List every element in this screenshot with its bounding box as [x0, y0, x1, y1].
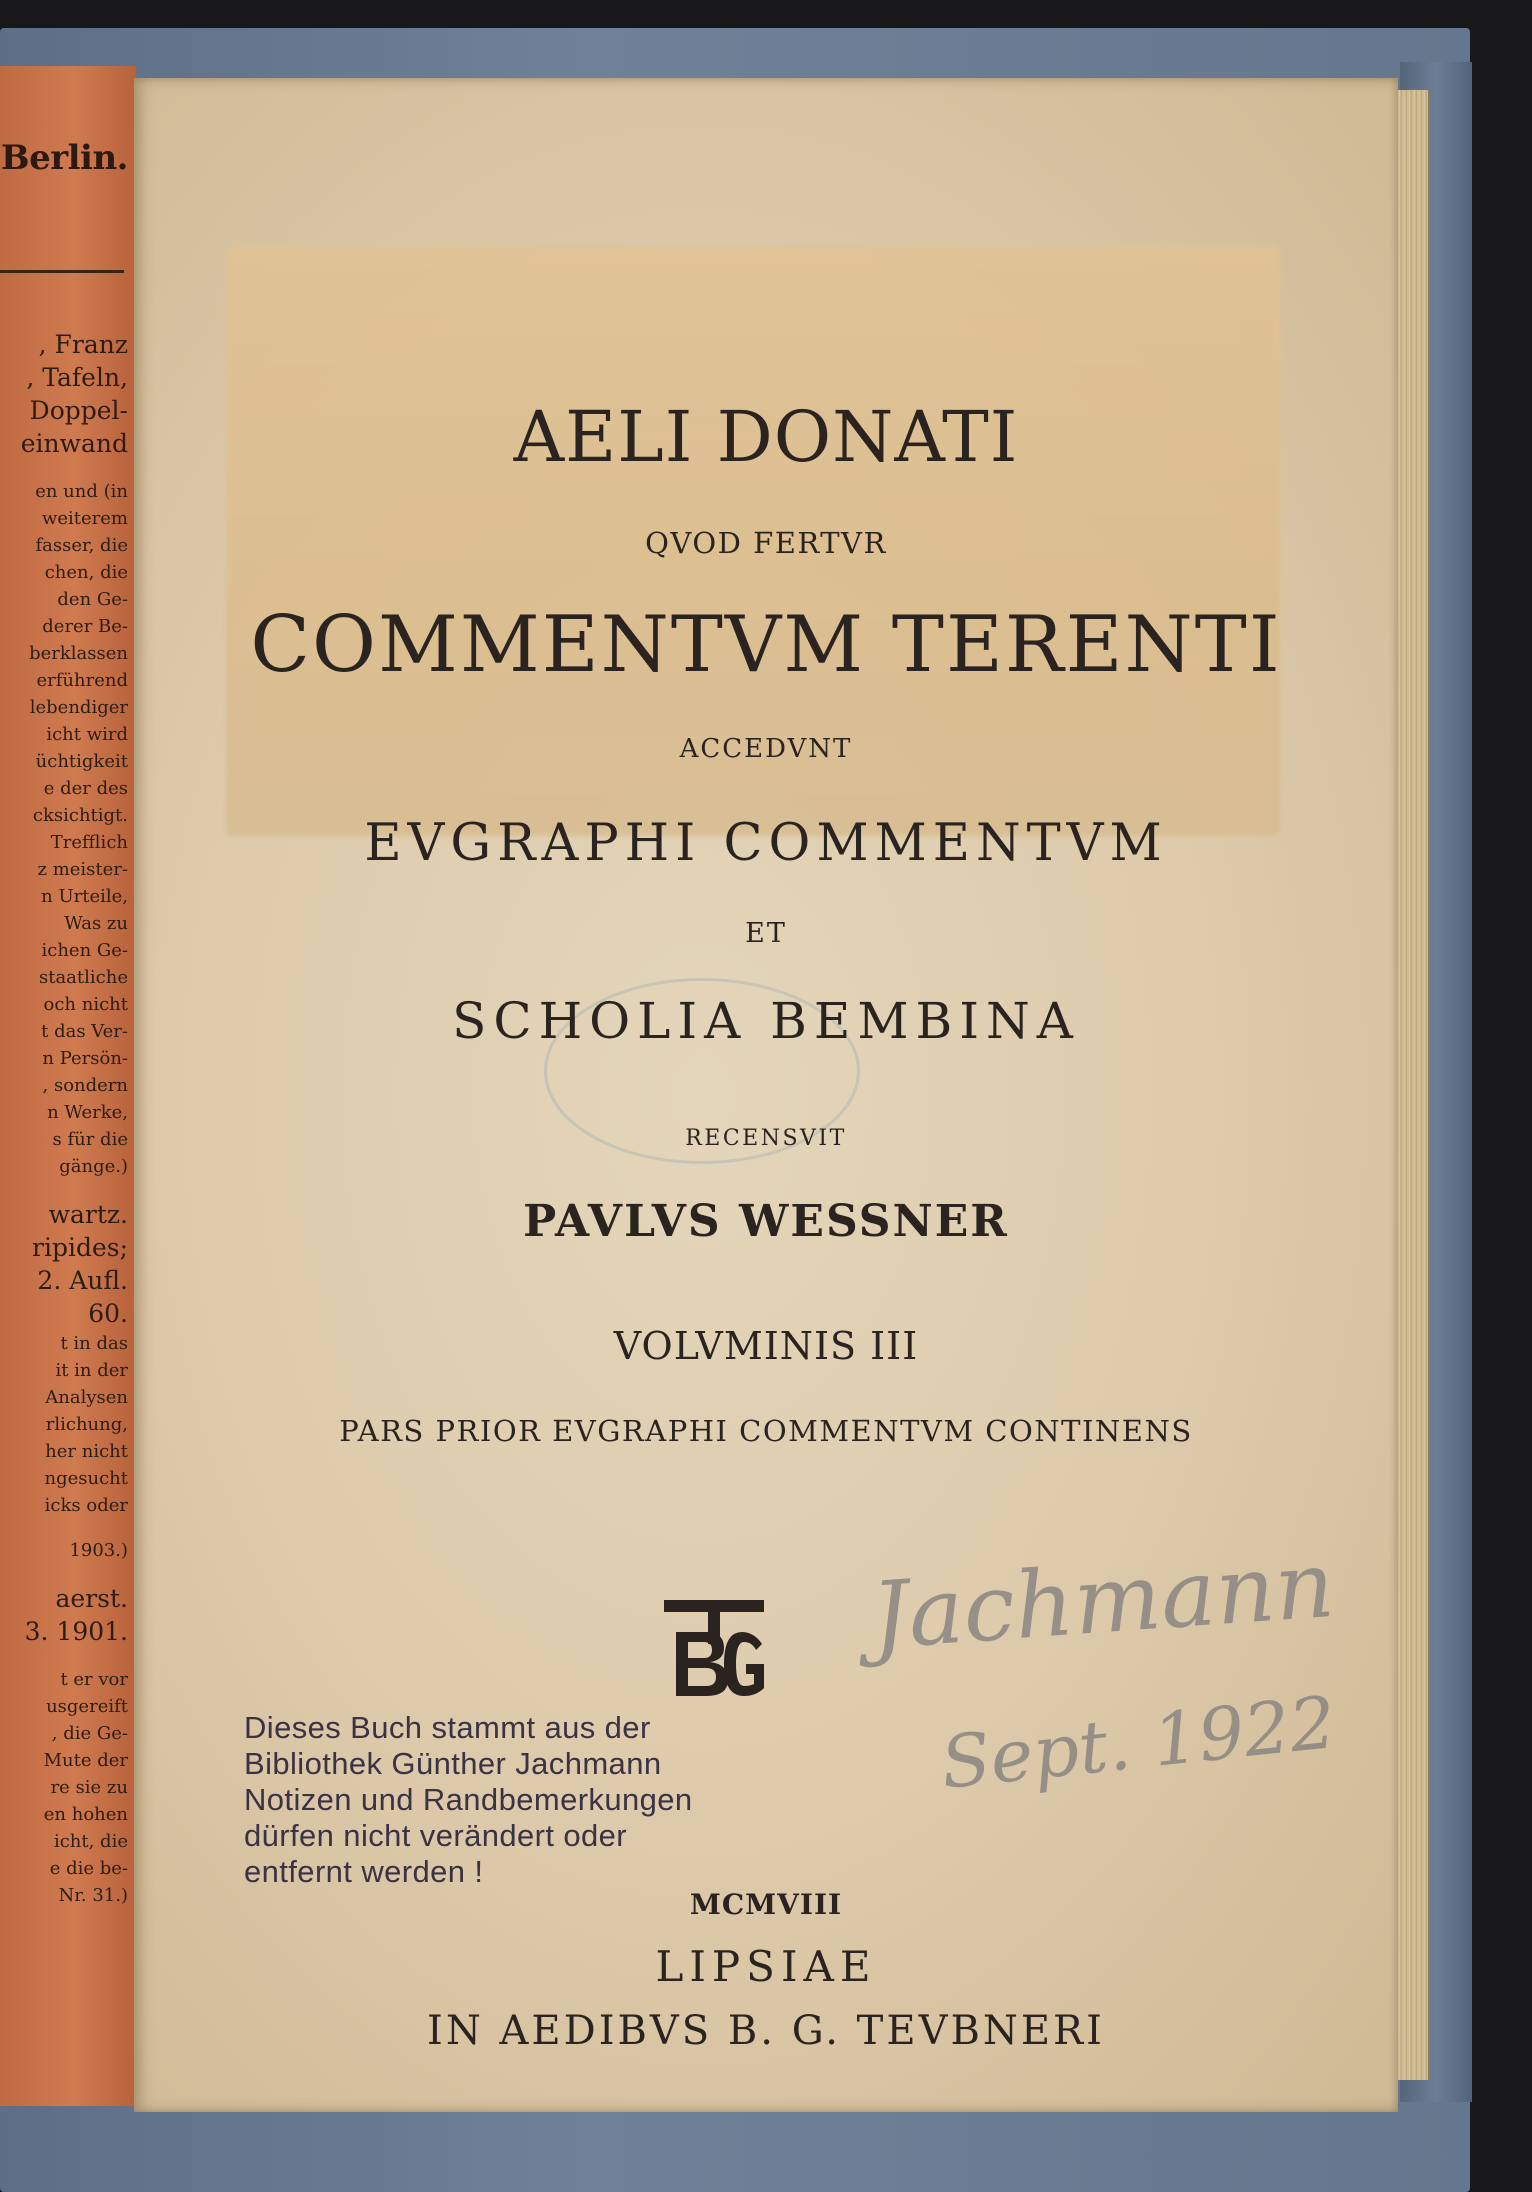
endpaper-line: 2. Aufl. [37, 1266, 128, 1295]
endpaper-line: n Persön- [42, 1048, 128, 1069]
publisher: IN AEDIBVS B. G. TEVBNERI [427, 2008, 1105, 2054]
endpaper-line: t in das [60, 1333, 128, 1354]
endpaper-line: her nicht [45, 1441, 128, 1462]
endpaper-line: icht wird [46, 724, 128, 745]
endpaper-line [0, 1519, 128, 1537]
endpaper-line: Doppel- [29, 396, 128, 425]
endpaper-line: staatliche [38, 967, 128, 988]
endpaper-line: , Tafeln, [26, 363, 128, 392]
endpaper-line: Mute der [43, 1750, 128, 1771]
endpaper-line: fasser, die [35, 535, 128, 556]
endpaper-line [0, 460, 128, 478]
endpaper-line: rlichung, [45, 1414, 128, 1435]
endpaper-line: , sondern [42, 1075, 128, 1096]
handwritten-signature [854, 1498, 1374, 1818]
endpaper-line: chen, die [44, 562, 128, 583]
endpaper-line: einwand [20, 429, 128, 458]
endpaper-line: icks oder [44, 1495, 128, 1516]
endpaper-line: it in der [55, 1360, 128, 1381]
endpaper-line: lebendiger [29, 697, 128, 718]
ownership-stamp [244, 1710, 804, 1890]
endpaper-line: den Ge- [57, 589, 128, 610]
signature-date: Sept. 1922 [936, 1679, 1340, 1805]
endpaper-line: aerst. [55, 1584, 128, 1613]
endpaper-line: och nicht [43, 994, 128, 1015]
endpaper-line: weiterem [41, 508, 128, 529]
stamp-line: Dieses Buch stammt aus der [244, 1710, 651, 1745]
stamp-line: entfernt werden ! [244, 1854, 484, 1889]
endpaper-line: berklassen [29, 643, 128, 664]
publication-year: MCMVIII [689, 1888, 843, 1921]
endpaper-line: ngesucht [44, 1468, 128, 1489]
endpaper-line [0, 1180, 128, 1198]
endpaper-line [0, 1564, 128, 1582]
editor-name: PAVLVS WESSNER [523, 1196, 1009, 1247]
part-description: PARS PRIOR EVGRAPHI COMMENTVM CONTINENS [339, 1414, 1193, 1448]
endpaper-line: en und (in [35, 481, 128, 502]
endpaper-line: usgereift [46, 1696, 128, 1717]
endpaper-line [0, 1648, 128, 1666]
endpaper-line: erführend [36, 670, 128, 691]
endpaper-line: 60. [88, 1299, 128, 1328]
signature-text: Jachmann [868, 1530, 1338, 1670]
publication-city: LIPSIAE [655, 1942, 877, 1991]
endpaper-line: e der des [43, 778, 128, 799]
endpaper-lines [0, 328, 128, 1909]
endpaper-header: Berlin. [0, 138, 128, 178]
endpaper-line: re sie zu [50, 1777, 128, 1798]
volume-number: VOLVMINIS III [613, 1324, 919, 1368]
endpaper-line: Was zu [64, 913, 128, 934]
endpaper-line: icht, die [53, 1831, 128, 1852]
stamp-line: dürfen nicht verändert oder [244, 1818, 628, 1853]
endpaper-line: t er vor [60, 1669, 128, 1690]
endpaper-line: derer Be- [42, 616, 128, 637]
endpaper-line: 3. 1901. [24, 1617, 128, 1646]
endpaper-line: en hohen [43, 1804, 128, 1825]
endpaper-line: ripides; [32, 1233, 128, 1262]
endpaper-rule [0, 270, 124, 273]
quod-fertur: QVOD FERTVR [645, 526, 887, 560]
endpaper-advertisement [0, 66, 136, 2106]
endpaper-line: e die be- [49, 1858, 128, 1879]
endpaper-line: 1903.) [69, 1540, 128, 1561]
endpaper-line: z meister- [37, 859, 128, 880]
endpaper-line: n Werke, [47, 1102, 128, 1123]
endpaper-line: Trefflich [50, 832, 128, 853]
endpaper-line: , Franz [38, 330, 128, 359]
endpaper-line: wartz. [48, 1200, 128, 1229]
stamp-line: Notizen und Randbemerkungen [244, 1782, 693, 1817]
teubner-monogram-icon [662, 1598, 766, 1698]
endpaper-line: ichen Ge- [41, 940, 128, 961]
endpaper-line: gänge.) [59, 1156, 128, 1177]
recensuit: RECENSVIT [685, 1126, 847, 1151]
endpaper-line: s für die [52, 1129, 128, 1150]
accedunt: ACCEDVNT [679, 734, 853, 764]
endpaper-line: t das Ver- [41, 1021, 128, 1042]
title-page [134, 78, 1398, 2112]
author-name: AELI DONATI [513, 396, 1019, 478]
endpaper-line: üchtigkeit [35, 751, 128, 772]
eugraphi-commentum: EVGRAPHI COMMENTVM [364, 814, 1168, 873]
endpaper-line: cksichtigt. [32, 805, 128, 826]
main-title: COMMENTVM TERENTI [250, 600, 1282, 690]
endpaper-line: Nr. 31.) [58, 1885, 128, 1906]
conjunction-et: ET [745, 918, 787, 949]
scholia-bembina: SCHOLIA BEMBINA [452, 992, 1080, 1050]
endpaper-line: Analysen [45, 1387, 128, 1408]
endpaper-line: n Urteile, [41, 886, 128, 907]
stamp-line: Bibliothek Günther Jachmann [244, 1746, 662, 1781]
endpaper-line: , die Ge- [51, 1723, 128, 1744]
